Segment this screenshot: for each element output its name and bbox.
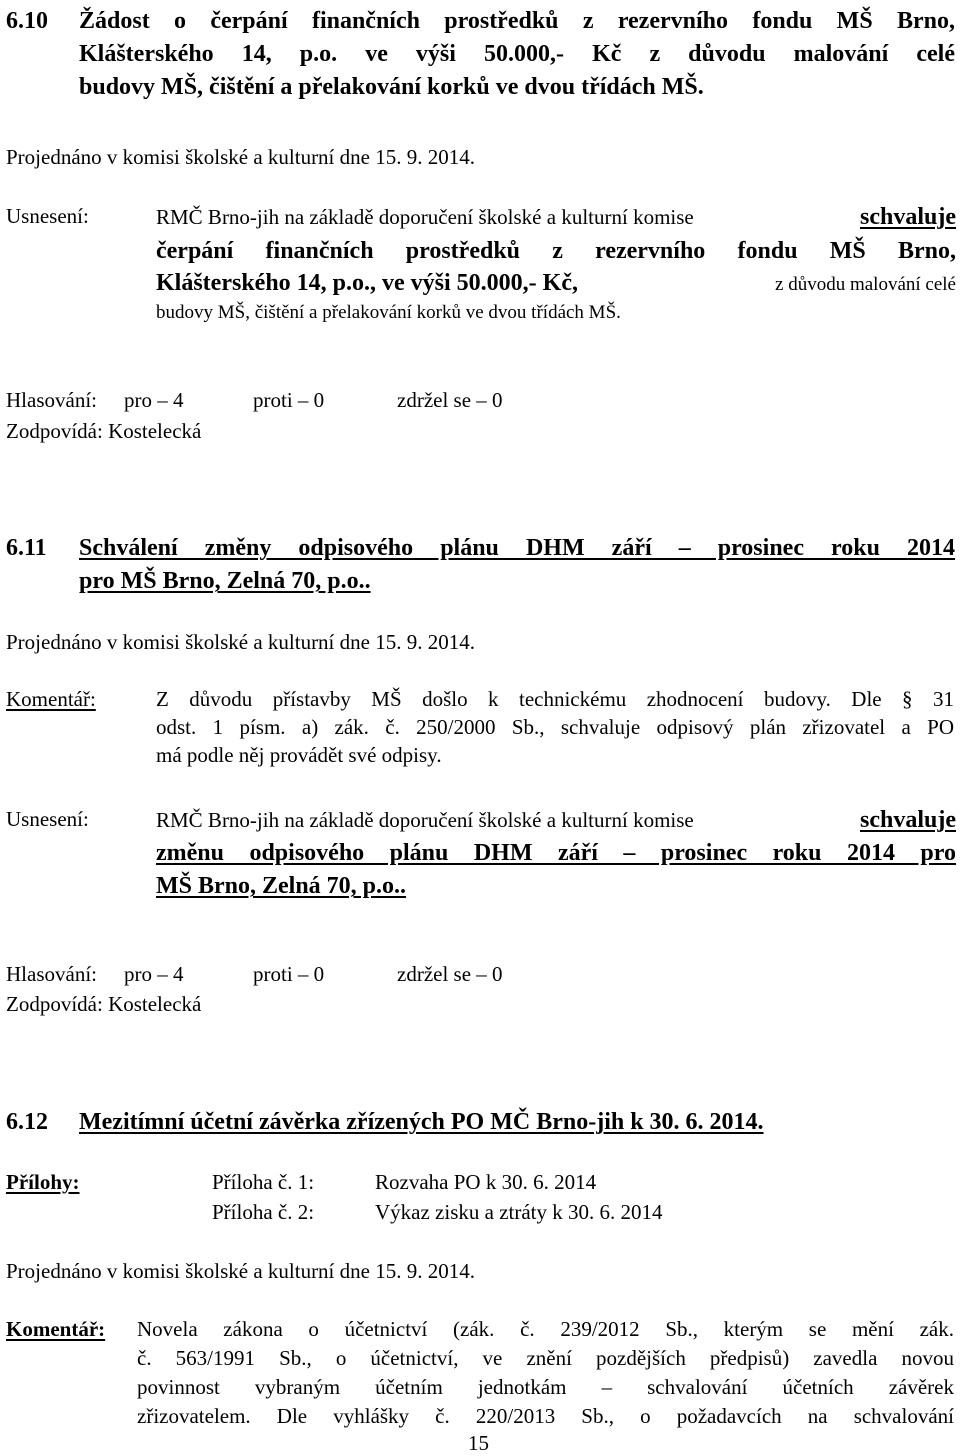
- section-title-line: Žádost o čerpání finančních prostředků z rezervního fondu MŠ Brno,: [79, 8, 955, 34]
- hlasovani-label: Hlasování:: [6, 388, 97, 412]
- schvaluje-keyword: schvaluje: [860, 807, 956, 833]
- priloha-text: Výkaz zisku a ztráty k 30. 6. 2014: [375, 1200, 663, 1224]
- hlasovani-pro: pro – 4: [124, 388, 184, 412]
- komentar-text: č. 563/1991 Sb., o účetnictví, ve znění pozdějších předpisů) zavedla novou: [137, 1346, 954, 1370]
- usneseni-label: Usnesení:: [6, 807, 89, 831]
- komentar-text: povinnost vybraným účetním jednotkám – schvalování účetních závěrek: [137, 1375, 954, 1399]
- hlasovani-zdrzel: zdržel se – 0: [397, 962, 503, 986]
- komentar-text: má podle něj provádět své odpisy.: [156, 743, 442, 767]
- usneseni-text: RMČ Brno-jih na základě doporučení školské a kulturní komise: [156, 808, 694, 832]
- usneseni-text: RMČ Brno-jih na základě doporučení školské a kulturní komise: [156, 205, 694, 229]
- page-number: 15: [468, 1431, 489, 1455]
- usneseni-line: [156, 807, 956, 835]
- section-title-line: budovy MŠ, čištění a přelakování korků ve dvou třídách MŠ.: [79, 74, 704, 100]
- usneseni-text: budovy MŠ, čištění a přelakování korků ve dvou třídách MŠ.: [156, 302, 621, 323]
- priloha-text: Rozvaha PO k 30. 6. 2014: [375, 1170, 597, 1194]
- prilohy-label: Přílohy:: [6, 1170, 80, 1194]
- usneseni-line: [156, 270, 956, 298]
- zodpovida-text: Zodpovídá: Kostelecká: [6, 992, 202, 1016]
- hlasovani-proti: proti – 0: [253, 962, 325, 986]
- priloha-label: Příloha č. 2:: [212, 1200, 315, 1224]
- usneseni-text: MŠ Brno, Zelná 70, p.o..: [156, 873, 407, 899]
- projednano-text: Projednáno v komisi školské a kulturní dne 15. 9. 2014.: [6, 1259, 475, 1283]
- section-number: 6.10: [6, 8, 48, 34]
- schvaluje-keyword: schvaluje: [860, 204, 956, 230]
- usneseni-label: Usnesení:: [6, 204, 89, 228]
- komentar-text: odst. 1 písm. a) zák. č. 250/2000 Sb., schvaluje odpisový plán zřizovatel a PO: [156, 715, 954, 739]
- komentar-text: zřizovatelem. Dle vyhlášky č. 220/2013 Sb., o požadavcích na schvalování: [137, 1404, 954, 1428]
- usneseni-text: změnu odpisového plánu DHM září – prosinec roku 2014 pro: [156, 840, 956, 866]
- priloha-label: Příloha č. 1:: [212, 1170, 315, 1194]
- projednano-text: Projednáno v komisi školské a kulturní dne 15. 9. 2014.: [6, 630, 475, 654]
- section-number: 6.11: [6, 535, 47, 561]
- usneseni-line: [156, 204, 956, 232]
- zodpovida-text: Zodpovídá: Kostelecká: [6, 419, 202, 443]
- komentar-label: Komentář:: [6, 687, 96, 711]
- hlasovani-proti: proti – 0: [253, 388, 325, 412]
- section-title-line: Mezitímní účetní závěrka zřízených PO MČ Brno-jih k 30. 6. 2014.: [79, 1109, 764, 1135]
- section-number: 6.12: [6, 1109, 48, 1135]
- komentar-text: Novela zákona o účetnictví (zák. č. 239/2012 Sb., kterým se mění zák.: [137, 1317, 954, 1341]
- projednano-text: Projednáno v komisi školské a kulturní dne 15. 9. 2014.: [6, 145, 475, 169]
- komentar-text: Z důvodu přístavby MŠ došlo k technickému zhodnocení budovy. Dle § 31: [156, 687, 954, 711]
- hlasovani-pro: pro – 4: [124, 962, 184, 986]
- section-title-line: pro MŠ Brno, Zelná 70, p.o..: [79, 568, 371, 594]
- hlasovani-label: Hlasování:: [6, 962, 97, 986]
- usneseni-text: čerpání finančních prostředků z rezervního fondu MŠ Brno,: [156, 238, 956, 264]
- usneseni-text: Klášterského 14, p.o., ve výši 50.000,- Kč,: [156, 270, 578, 296]
- komentar-label: Komentář:: [6, 1317, 106, 1341]
- section-title-line: Schválení změny odpisového plánu DHM září – prosinec roku 2014: [79, 535, 955, 561]
- hlasovani-zdrzel: zdržel se – 0: [397, 388, 503, 412]
- section-title-line: Klášterského 14, p.o. ve výši 50.000,- Kč z důvodu malování celé: [79, 41, 955, 67]
- usneseni-text: z důvodu malování celé: [775, 274, 956, 295]
